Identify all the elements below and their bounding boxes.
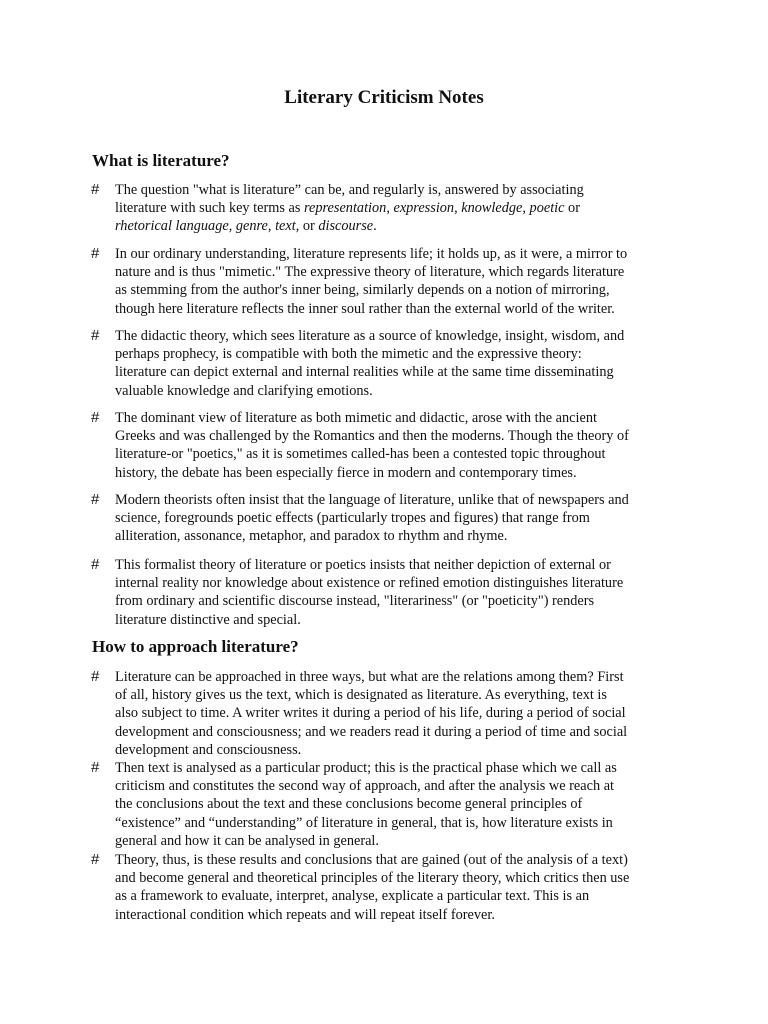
text-run: In our ordinary understanding, literature represents life; it holds up, as it were, a mirror to nature and is thus "mimetic." The expressive theory of literature, which regards literature as stemming from the author's inner being, similarly depends on a notion of mirroring, though here literature reflects the inner soul rather than the external world of the writer. bbox=[115, 246, 628, 317]
hash-bullet-icon: # bbox=[91, 181, 100, 198]
hash-bullet-icon: # bbox=[91, 759, 100, 776]
paragraph bbox=[115, 851, 680, 924]
section-heading-how-to-approach-literature: How to approach literature? bbox=[92, 637, 299, 656]
text-run: or bbox=[568, 200, 580, 217]
italic-term: expression bbox=[393, 200, 455, 217]
text-run: The question "what is literature” can be, and regularly is, answered by associating literature with such key terms as bbox=[115, 182, 584, 217]
paragraph bbox=[115, 327, 680, 400]
paragraph bbox=[115, 245, 680, 318]
text-run: Then text is analysed as a particular product; this is the practical phase which we call as criticism and constitutes the second way of approach, and after the analysis we reach at the conclusions about the text and these conclusions become general principles of “existence” and “understanding” of literature in general, that is, how literature exists in general and how it can be analysed in general. bbox=[115, 760, 617, 849]
text-run: , or bbox=[295, 218, 319, 235]
document-title: Literary Criticism Notes bbox=[284, 87, 484, 108]
paragraph bbox=[115, 759, 680, 850]
hash-bullet-icon: # bbox=[91, 327, 100, 344]
hash-bullet-icon: # bbox=[91, 245, 100, 262]
text-run: , bbox=[522, 200, 530, 217]
italic-term: rhetorical language bbox=[115, 218, 229, 235]
italic-term: poetic bbox=[529, 200, 565, 217]
paragraph bbox=[115, 491, 680, 546]
text-run: , bbox=[386, 200, 394, 217]
text-run: Modern theorists often insist that the language of literature, unlike that of newspapers and science, foregrounds poetic effects (particularly tropes and figures) that range from alliteration, assonance, metaphor, and paradox to rhythm and rhyme. bbox=[115, 492, 629, 545]
hash-bullet-icon: # bbox=[91, 409, 100, 426]
paragraph bbox=[115, 556, 680, 629]
hash-bullet-icon: # bbox=[91, 556, 100, 573]
italic-term: knowledge bbox=[461, 200, 523, 217]
paragraph bbox=[115, 181, 680, 236]
italic-term: genre bbox=[235, 218, 268, 235]
italic-term: discourse bbox=[318, 218, 374, 235]
text-run: The dominant view of literature as both mimetic and didactic, arose with the ancient Greeks and was challenged by the Romantics and then the moderns. Though the theory of literature-or "poetics," as it is sometimes called-has been a contested topic throughout history, the debate has been especially fierce in modern and contemporary times. bbox=[115, 410, 629, 481]
text-run: , bbox=[454, 200, 462, 217]
italic-term: representation bbox=[303, 200, 387, 217]
hash-bullet-icon: # bbox=[91, 668, 100, 685]
paragraph bbox=[115, 668, 680, 759]
hash-bullet-icon: # bbox=[91, 491, 100, 508]
text-run: This formalist theory of literature or poetics insists that neither depiction of external or internal reality nor knowledge about existence or refined emotion distinguishes literature from ordinary and scientific discourse instead, "literariness" (or "poeticity") renders literature distinctive and special. bbox=[115, 557, 624, 628]
text-run: . bbox=[373, 218, 377, 235]
text-run: Literature can be approached in three ways, but what are the relations among them? First of all, history gives us the text, which is designated as literature. As everything, text is also subject to time. A writer writes it during a period of his life, during a period of social development and consciousness; and we readers read it during a period of time and social development and consciousness. bbox=[115, 669, 628, 758]
text-run: , bbox=[267, 218, 276, 235]
text-run: The didactic theory, which sees literature as a source of knowledge, insight, wisdom, and perhaps prophecy, is compatible with both the mimetic and the expressive theory: literature can depict external and internal realities while at the same time disseminating valuable knowledge and clarifying emotions. bbox=[115, 328, 625, 399]
paragraph bbox=[115, 409, 680, 482]
hash-bullet-icon: # bbox=[91, 851, 100, 868]
italic-term: text bbox=[275, 218, 296, 235]
text-run: , bbox=[228, 218, 236, 235]
section-heading-what-is-literature: What is literature? bbox=[92, 151, 230, 170]
text-run: Theory, thus, is these results and conclusions that are gained (out of the analysis of a text) and become general and theoretical principles of the literary theory, which critics then use as a framework to evaluate, interpret, analyse, explicate a particular text. This is an interactional condition which repeats and will repeat itself forever. bbox=[115, 852, 630, 923]
